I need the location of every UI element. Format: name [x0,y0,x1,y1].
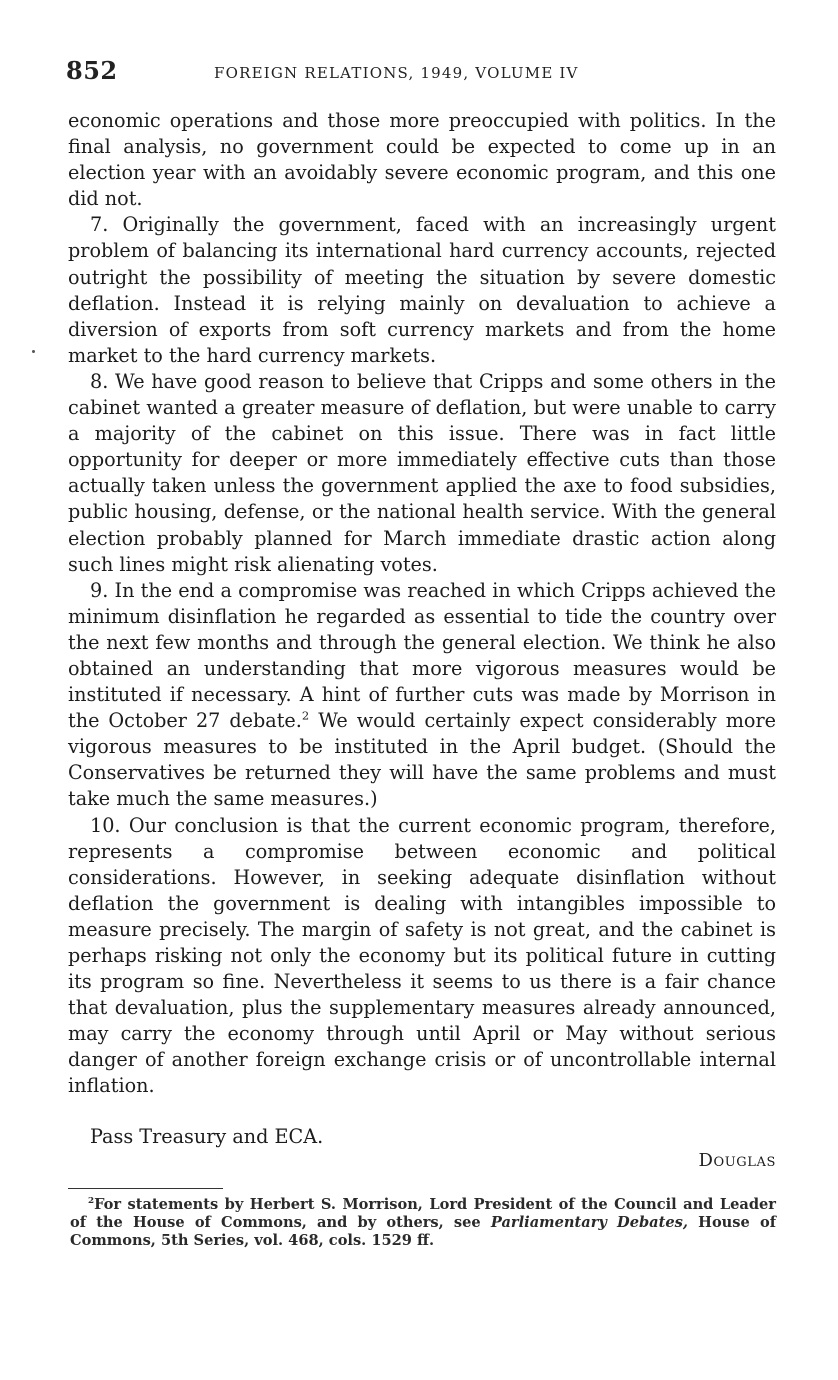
page-number: 852 [66,56,118,85]
paragraph-7: 7. Originally the government, faced with an increasingly urgent problem of balancing its international hard currency accounts, rejected outright the possibility of meeting the situation by severe domestic deflation. Instead it is relying mainly on devaluation to achieve a diversion of exports from soft currency markets and from the home market to the hard currency markets. [68,213,776,367]
footnote-marker: 2 [88,1196,95,1207]
paragraph-10: 10. Our conclusion is that the current economic program, therefore, represents a compromise between economic and political considerations. However, in seeking adequate disinflation without deflation the government is dealing with intangibles impossible to measure precisely. The margin of safety is not great, and the cabinet is perhaps risking not only the economy but its political future in cutting its program so fine. Nevertheless it seems to us there is a fair chance that devaluation, plus the supplementary measures already announced, may carry the economy through until April or May without serious danger of another foreign exchange crisis or of uncontrollable internal inflation. [68,813,776,1098]
footnote-text-before: For statements by Herbert S. Morrison, Lord President of the Council and Leader of the House of Commons, and by others, see [70,1196,776,1232]
signature: Douglas [698,1150,776,1171]
footnote-text [70,1196,776,1251]
running-head [66,54,778,88]
paragraph-9-text: 9. In the end a compromise was reached in which Cripps achieved the minimum disinflation he regarded as essential to tide the country over the next few months and through the general election. We think he also obtained an understanding that more vigorous measures would be instituted if necessary. A hint of further cuts was made by Morrison in the October 27 debate. [68,578,776,733]
footnote [70,1196,776,1251]
body-text [68,108,776,1100]
footnote-divider [68,1188,223,1189]
footnote-text-after: House of Commons, 5th Series, vol. 468, cols. 1529 ff. [70,1214,776,1250]
footnote-reference: 2 [301,708,310,723]
pass-line: Pass Treasury and ECA. [90,1125,324,1148]
paragraph-continued: economic operations and those more preoccupied with politics. In the final analysis, no government could be expected to come up in an election year with an avoidably severe economic program, and this one did not. [68,109,776,211]
closing [68,1124,776,1150]
running-title: FOREIGN RELATIONS, 1949, VOLUME IV [214,64,579,82]
paragraph-8: 8. We have good reason to believe that Cripps and some others in the cabinet wanted a greater measure of deflation, but were unable to carry a majority of the cabinet on this issue. There was in fact little opportunity for deeper or more immediately effective cuts than those actually taken unless the government applied the axe to food subsidies, public housing, defense, or the national health service. With the general election probably planned for March immediate drastic action along such lines might risk alienating votes. [68,369,776,576]
footnote-italic-title: Parliamentary Debates, [490,1214,688,1232]
scan-speck [32,350,35,353]
paragraph-9-continuation: We would certainly expect considerably more vigorous measures to be instituted in the April budget. (Should the Conservatives be returned they will have the same problems and must take much the same measures.) [68,709,776,811]
paragraph-9 [68,578,776,813]
